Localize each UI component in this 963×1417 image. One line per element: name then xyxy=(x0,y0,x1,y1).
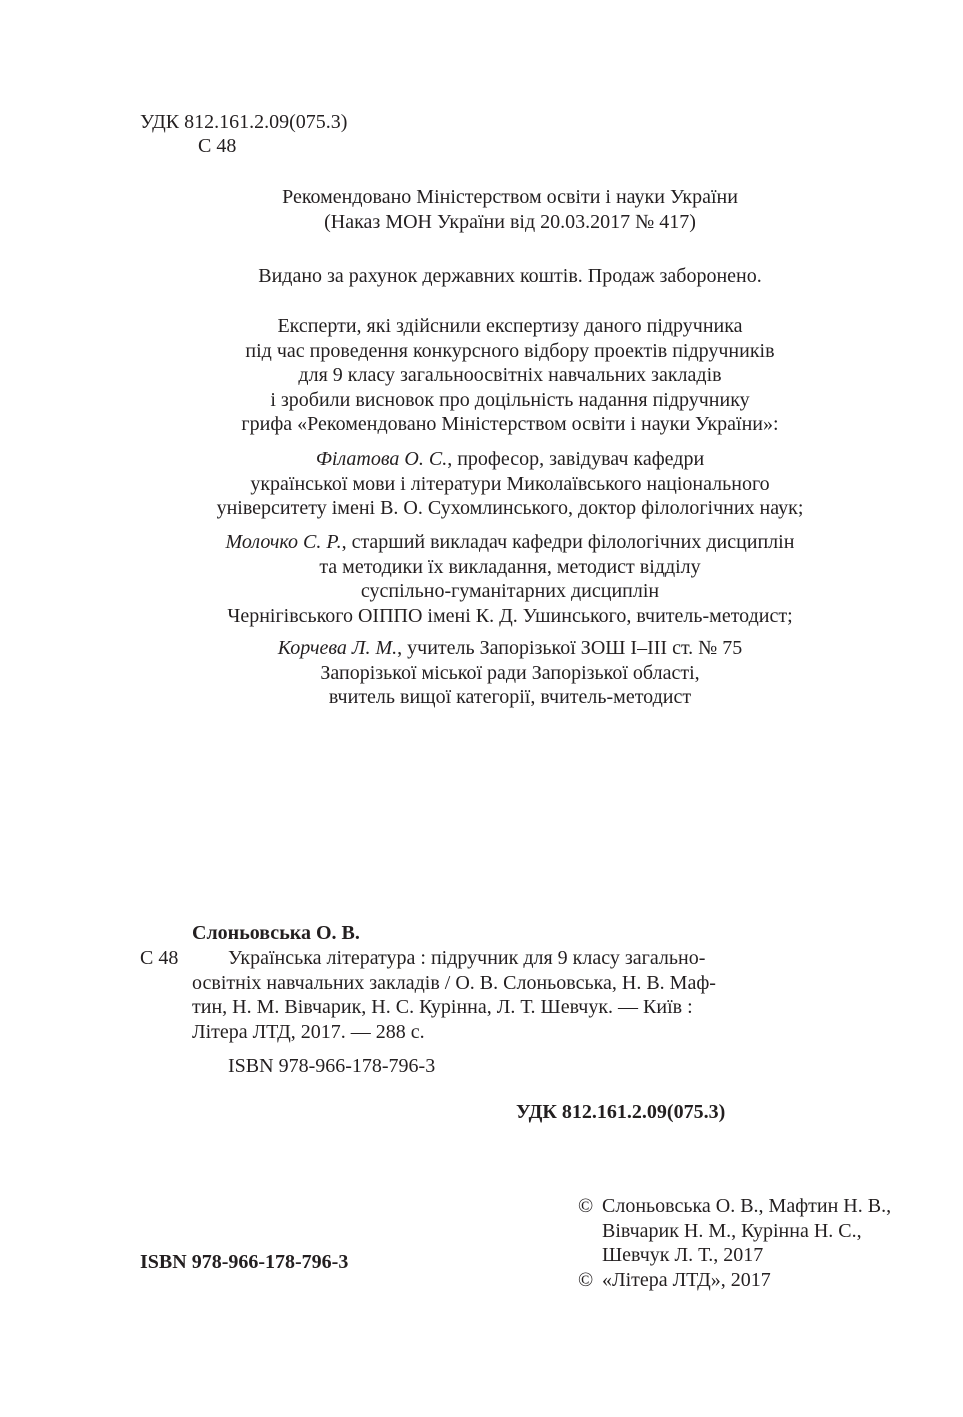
experts-intro-line: грифа «Рекомендовано Міністерством освіти і науки України»: xyxy=(241,413,779,435)
funding-note-block xyxy=(140,264,880,289)
bib-isbn: ISBN 978-966-178-796-3 xyxy=(228,1055,436,1077)
approval-line: (Наказ МОН України від 20.03.2017 № 417) xyxy=(324,210,696,233)
expert-entry xyxy=(140,636,880,710)
copyright-icon: © xyxy=(578,1268,594,1291)
expert-line: університету імені В. О. Сухомлинського, доктор філологічних наук; xyxy=(216,497,804,519)
experts-intro-line: для 9 класу загальноосвітніх навчальних закладів xyxy=(298,364,722,386)
expert-line: Чернігівського ОІППО імені К. Д. Ушинського, вчитель-методист; xyxy=(227,604,793,627)
bib-author-heading: Слоньовська О. В. xyxy=(192,922,360,944)
approval-block xyxy=(140,185,880,234)
expert-entry xyxy=(140,530,880,628)
expert-name: Філатова О. С. xyxy=(315,448,448,470)
copyright-entry xyxy=(578,1194,898,1268)
expert-line: української мови і літератури Миколаївського національного xyxy=(250,472,770,495)
expert-entry xyxy=(140,447,880,521)
bib-line: тин, Н. М. Вівчарик, Н. С. Курінна, Л. Т. Шевчук. — Київ : xyxy=(192,996,693,1018)
bib-line: освітніх навчальних закладів / О. В. Слоньовська, Н. В. Маф- xyxy=(192,971,716,994)
approval-line: Рекомендовано Міністерством освіти і науки України xyxy=(282,186,738,208)
bib-udc: УДК 812.161.2.09(075.3) xyxy=(516,1101,726,1123)
expert-line: вчитель вищої категорії, вчитель-методист xyxy=(328,686,692,708)
copyright-entry xyxy=(578,1268,898,1293)
isbn-bold: ISBN 978-966-178-796-3 xyxy=(140,1251,349,1273)
bib-line: Українська література : підручник для 9 класу загально- xyxy=(228,947,706,969)
experts-intro-line: і зробили висновок про доцільність надання підручнику xyxy=(270,388,750,411)
copyright-line: «Літера ЛТД», 2017 xyxy=(602,1268,771,1291)
funding-note: Видано за рахунок державних коштів. Продаж заборонено. xyxy=(258,265,762,287)
copyright-block xyxy=(578,1194,898,1292)
experts-intro xyxy=(140,314,880,437)
copyright-line: Шевчук Л. Т., 2017 xyxy=(602,1244,764,1266)
expert-line: Запорізької міської ради Запорізької області, xyxy=(320,661,700,684)
author-sign-code: С 48 xyxy=(198,135,237,157)
experts-intro-line: Експерти, які здійснили експертизу даного підручника xyxy=(277,315,743,337)
experts-intro-line: під час проведення конкурсного відбору проектів підручників xyxy=(245,339,775,362)
expert-name: Корчева Л. М. xyxy=(277,637,398,659)
copyright-line: Слоньовська О. В., Мафтин Н. В., xyxy=(602,1195,892,1217)
bib-description xyxy=(192,946,772,1044)
copyright-line: Вівчарик Н. М., Курінна Н. С., xyxy=(602,1219,862,1242)
expert-name: Молочко С. Р. xyxy=(225,531,342,553)
expert-line: та методики їх викладання, методист відділу xyxy=(319,555,701,578)
expert-position: , учитель Запорізької ЗОШ І–ІІІ ст. № 75 xyxy=(397,637,743,659)
udc-code: УДК 812.161.2.09(075.3) xyxy=(140,111,348,133)
copyright-icon: © xyxy=(578,1195,594,1217)
expert-position: , старший викладач кафедри філологічних дисциплін xyxy=(341,531,795,553)
bib-author-sign-code: С 48 xyxy=(140,947,179,969)
expert-line: суспільно-гуманітарних дисциплін xyxy=(360,580,660,602)
expert-position: , професор, завідувач кафедри xyxy=(447,448,705,470)
bib-line: Літера ЛТД, 2017. — 288 с. xyxy=(192,1020,425,1043)
